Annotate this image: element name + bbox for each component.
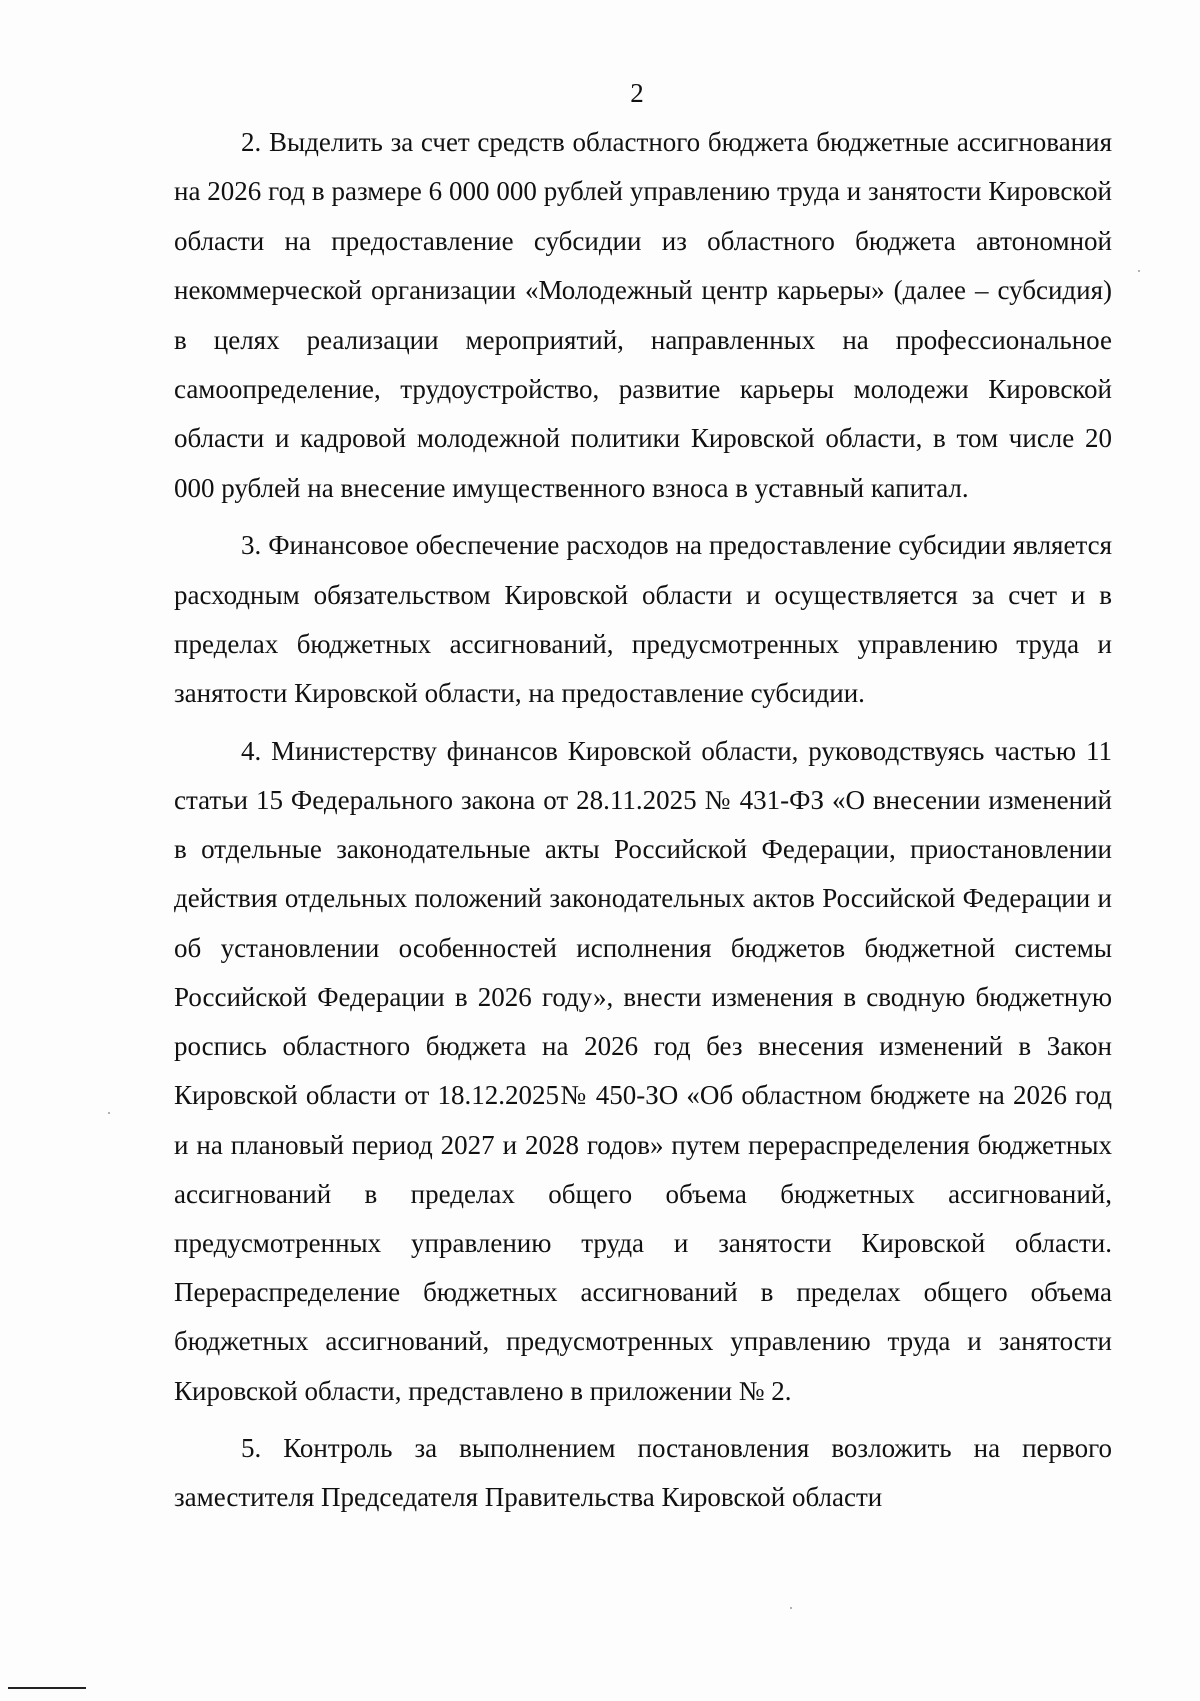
scan-speck (1138, 270, 1140, 272)
page-number: 2 (630, 78, 644, 108)
paragraph-2-budget-allocation: 2. Выделить за счет средств областного бюджета бюджетные ассигнования на 2026 год в размере 6 000 000 рублей управлению труда и занятости Кировской области на предоставление субсидии из областного бюджета автономной некоммерческой организации «Молодежный центр карьеры» (далее – субсидия) в целях реализации мероприятий, направленных на профессиональное самоопределение, трудоустройство, развитие карьеры молодежи Кировской области и кадровой молодежной политики Кировской области, в том числе 20 000 рублей на внесение имущественного взноса в уставный капитал. (174, 127, 1112, 503)
document-body (174, 118, 1112, 1522)
scan-edge-mark (8, 1687, 86, 1689)
paragraph-4-ministry-of-finance: 4. Министерству финансов Кировской области, руководствуясь частью 11 статьи 15 Федерального закона от 28.11.2025 № 431-ФЗ «О внесении изменений в отдельные законодательные акты Российской Федерации, приостановлении действия отдельных положений законодательных актов Российской Федерации и об установлении особенностей исполнения бюджетов бюджетной системы Российской Федерации в 2026 году», внести изменения в сводную бюджетную роспись областного бюджета на 2026 год без внесения изменений в Закон Кировской области от 18.12.2025№ 450-ЗО «Об областном бюджете на 2026 год и на плановый период 2027 и 2028 годов» путем перераспределения бюджетных ассигнований в пределах общего объема бюджетных ассигнований, предусмотренных управлению труда и занятости Кировской области. Перераспределение бюджетных ассигнований в пределах общего объема бюджетных ассигнований, предусмотренных управлению труда и занятости Кировской области, представлено в приложении № 2. (174, 735, 1112, 1406)
paragraph-3-financial-support: 3. Финансовое обеспечение расходов на предоставление субсидии является расходным обязательством Кировской области и осуществляется за счет и в пределах бюджетных ассигнований, предусмотренных управлению труда и занятости Кировской области, на предоставление субсидии. (174, 530, 1112, 709)
scan-speck (790, 1607, 792, 1609)
paragraph-5-control: 5. Контроль за выполнением постановления возложить на первого заместителя Председателя Правительства Кировской области (174, 1432, 1112, 1512)
scan-speck (108, 1112, 110, 1114)
